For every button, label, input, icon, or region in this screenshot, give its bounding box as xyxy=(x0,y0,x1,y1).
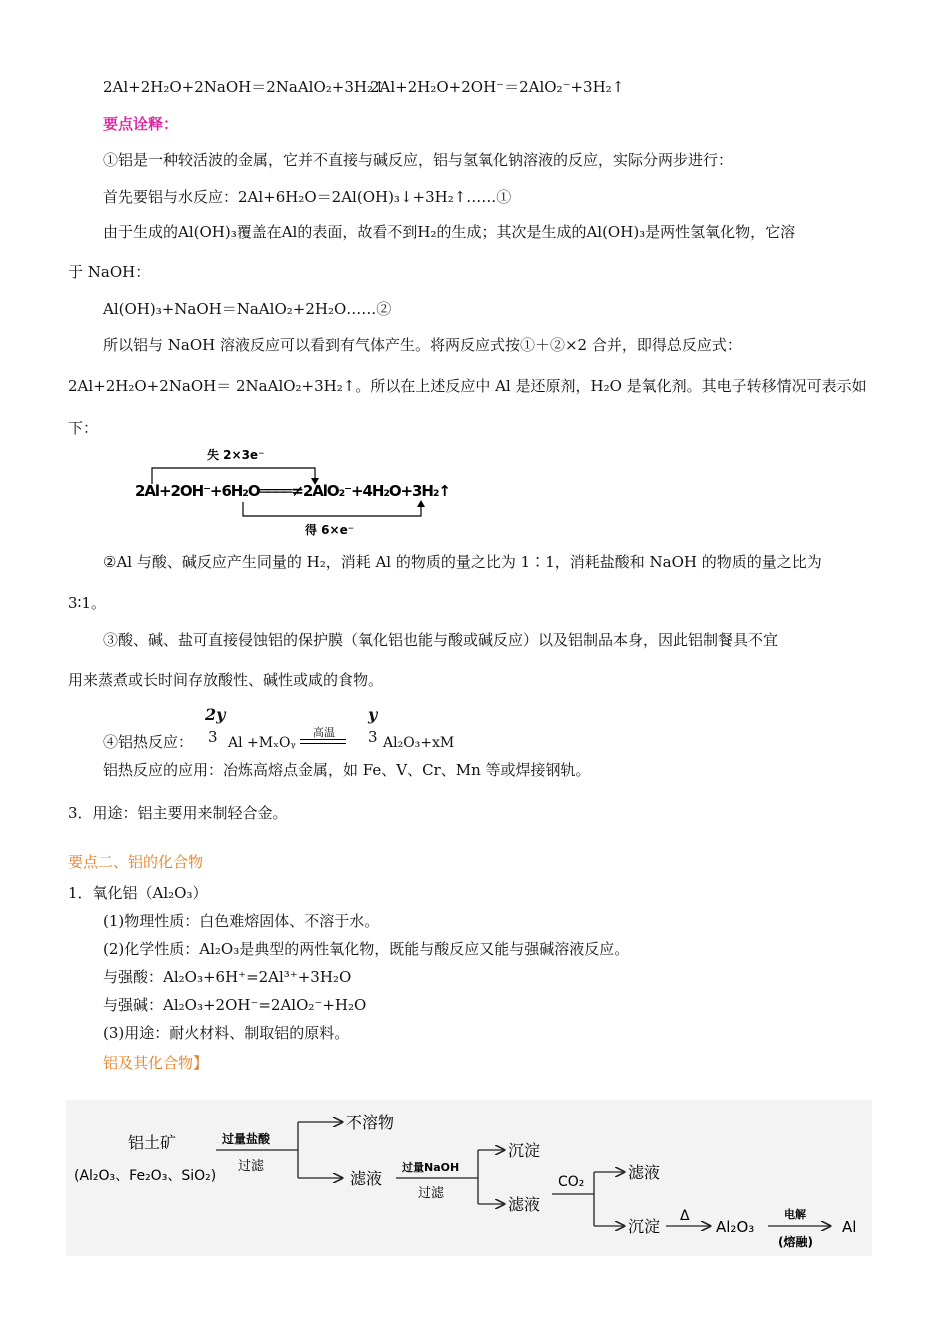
paragraph-7a: ③酸、碱、盐可直接侵蚀铝的保护膜（氧化铝也能与酸或碱反应）以及铝制品本身，因此铝制餐具不宜 xyxy=(103,631,779,649)
paragraph-6a: ②Al 与酸、碱反应产生同量的 H₂，消耗 Al 的物质的量之比为 1∶1，消耗盐酸和 NaOH 的物质的量之比为 xyxy=(103,553,822,571)
section-2-item-5: 与强碱：Al₂O₃+2OH⁻=2AlO₂⁻+H₂O xyxy=(103,996,367,1014)
flow-precipitate-1: 沉淀 xyxy=(508,1141,541,1160)
flow-filtrate-3: 滤液 xyxy=(628,1163,661,1182)
paragraph-6b: 3∶1。 xyxy=(68,594,106,612)
section-2-item-6: (3)用途：耐火材料、制取铝的原料。 xyxy=(103,1024,350,1042)
flow-ore-composition: (Al₂O₃、Fe₂O₃、SiO₂) xyxy=(74,1168,217,1184)
gain-electrons-label: 得 6×e⁻ xyxy=(305,523,355,537)
paragraph-9: 3．用途：铝主要用来制轻合金。 xyxy=(68,804,288,822)
paragraph-3a: 由于生成的Al(OH)₃覆盖在Al的表面，故看不到H₂的生成；其次是生成的Al(OH)₃是两性氢氧化物，它溶 xyxy=(103,223,796,241)
flow-precipitate-2: 沉淀 xyxy=(628,1217,661,1236)
flow-step1-top: 过量盐酸 xyxy=(222,1132,271,1146)
section-2-item-4: 与强酸：Al₂O₃+6H⁺=2Al³⁺+3H₂O xyxy=(103,968,352,986)
thermite-condition: 高温 xyxy=(313,726,335,739)
flow-electrolysis-bottom: (熔融) xyxy=(778,1235,813,1249)
flow-step1-bottom: 过滤 xyxy=(238,1159,265,1174)
notes-heading: 要点诠释： xyxy=(103,115,179,133)
paragraph-4: Al(OH)₃+NaOH＝NaAlO₂+2H₂O……② xyxy=(103,300,392,318)
thermite-mid: Al +MₓOᵧ xyxy=(228,735,296,751)
thermite-arrow-line-top xyxy=(300,739,346,740)
thermite-label: ④铝热反应： xyxy=(103,733,194,751)
section-2-item-2: (1)物理性质：白色难熔固体、不溶于水。 xyxy=(103,912,380,930)
section-2-item-3: (2)化学性质：Al₂O₃是典型的两性氧化物，既能与酸反应又能与强碱溶液反应。 xyxy=(103,940,630,958)
paragraph-7b: 用来蒸煮或长时间存放酸性、碱性或咸的食物。 xyxy=(68,671,384,689)
lose-electrons-label: 失 2×3e⁻ xyxy=(207,448,265,462)
section-2-item-1: 1．氧化铝（Al₂O₃） xyxy=(68,884,208,902)
flow-heat: Δ xyxy=(680,1208,690,1224)
flow-step2-top: 过量NaOH xyxy=(402,1161,460,1174)
section-2-item-7: 铝及其化合物】 xyxy=(103,1054,209,1072)
thermite-frac2-den: 3 xyxy=(368,728,378,746)
paragraph-5a: 所以铝与 NaOH 溶液反应可以看到有气体产生。将两反应式按①＋②×2 合并，即得总反应式： xyxy=(103,336,742,354)
flow-insoluble: 不溶物 xyxy=(346,1113,395,1132)
electron-transfer-diagram xyxy=(125,444,465,540)
flow-step2-bottom: 过滤 xyxy=(418,1186,445,1201)
flow-filtrate-2: 滤液 xyxy=(508,1195,541,1214)
paragraph-5b: 2Al+2H₂O+2NaOH＝ 2NaAlO₂+3H₂↑。所以在上述反应中 Al 是还原剂，H₂O 是氧化剂。其电子转移情况可表示如 xyxy=(68,377,867,395)
paragraph-5c: 下： xyxy=(68,419,99,437)
thermite-frac1-den: 3 xyxy=(208,728,218,746)
flow-aluminum: Al xyxy=(842,1218,857,1236)
paragraph-2: 首先要铝与水反应：2Al+6H₂O＝2Al(OH)₃↓+3H₂↑……① xyxy=(103,188,512,206)
thermite-frac2-num: y xyxy=(368,705,378,724)
electron-equation: 2Al+2OH⁻+6H₂O════≠2AlO₂⁻+4H₂O+3H₂↑ xyxy=(135,482,451,500)
paragraph-3b: 于 NaOH： xyxy=(68,263,151,281)
equation-top-left: 2Al+2H₂O+2NaOH＝2NaAlO₂+3H₂↑ xyxy=(103,78,386,96)
thermite-frac1-num: 2y xyxy=(205,705,226,724)
paragraph-1: ①铝是一种较活波的金属，它并不直接与碱反应，铝与氢氧化钠溶液的反应，实际分两步进行： xyxy=(103,151,734,169)
flow-al2o3: Al₂O₃ xyxy=(716,1218,755,1236)
bauxite-flow-chart xyxy=(66,1100,872,1256)
paragraph-8: 铝热反应的应用：冶炼高熔点金属，如 Fe、V、Cr、Mn 等或焊接钢轨。 xyxy=(103,761,591,779)
thermite-end: Al₂O₃+xM xyxy=(383,735,455,751)
section-2-heading: 要点二、铝的化合物 xyxy=(68,853,204,871)
flow-co2: CO₂ xyxy=(558,1174,585,1190)
thermite-arrow-line-bottom xyxy=(300,743,346,744)
flow-ore: 铝土矿 xyxy=(128,1133,177,1152)
flow-filtrate-1: 滤液 xyxy=(350,1169,383,1188)
flow-electrolysis-top: 电解 xyxy=(784,1208,806,1221)
equation-top-right: 2Al+2H₂O+2OH⁻＝2AlO₂⁻+3H₂↑ xyxy=(370,78,625,96)
